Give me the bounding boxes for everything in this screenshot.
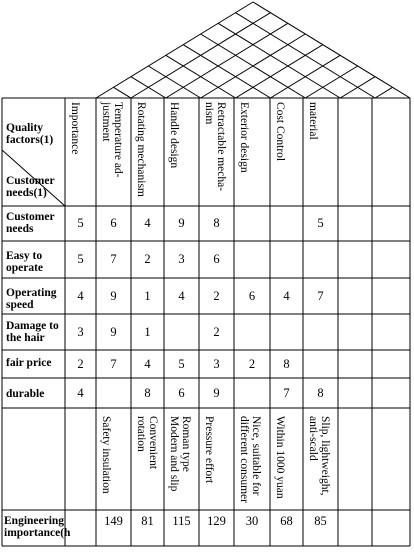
engineering-importance-value: 81 <box>141 514 154 528</box>
relationship-value: 6 <box>248 289 256 303</box>
customer-needs-corner-label: Customer needs(1) <box>6 175 55 199</box>
customer-needs-value: 4 <box>144 216 151 230</box>
target-value: Roman type Modern and slip <box>168 416 192 492</box>
relationship-value <box>96 378 131 408</box>
row-label-damage-to-hair: Damage to the hair <box>6 320 59 344</box>
roof-lattice-line <box>183 45 270 98</box>
engineering-importance-value: 149 <box>104 514 123 528</box>
relationship-value: 4 <box>77 386 84 400</box>
relationship-value <box>338 378 372 408</box>
relationship-value: 8 <box>144 386 151 400</box>
relationship-value: 4 <box>283 289 290 303</box>
relationship-value: 9 <box>110 325 117 339</box>
relationship-value: 1 <box>144 325 151 339</box>
relationship-value: 8 <box>283 357 290 371</box>
relationship-value <box>270 314 303 350</box>
engineering-importance-value <box>65 510 96 532</box>
relationship-value <box>338 350 372 378</box>
target-value: Within 1000 yuan <box>274 416 286 499</box>
relationship-value <box>372 350 410 378</box>
customer-needs-value <box>234 206 270 241</box>
customer-needs-value: 5 <box>77 216 84 230</box>
relationship-value <box>303 241 338 278</box>
roof-lattice-line <box>218 23 340 98</box>
row-label-easy-to-operate: Easy to operate <box>6 250 44 274</box>
relationship-value: 5 <box>178 357 185 371</box>
relationship-value <box>338 314 372 350</box>
customer-needs-value: 5 <box>317 216 324 230</box>
relationship-value: 7 <box>317 289 324 303</box>
relationship-value: 7 <box>110 252 117 266</box>
engineering-importance-value: 115 <box>172 514 191 528</box>
engineering-importance-value <box>372 510 410 532</box>
relationship-value: 9 <box>110 289 117 303</box>
column-header: Rotating mechanism <box>135 102 147 197</box>
relationship-value <box>338 241 372 278</box>
relationship-value: 9 <box>213 386 220 400</box>
relationship-value: 4 <box>77 289 84 303</box>
relationship-value: 2 <box>213 325 220 339</box>
relationship-value: 7 <box>110 357 117 371</box>
roof-lattice-line <box>166 23 288 98</box>
relationship-value: 7 <box>283 386 290 400</box>
roof-lattice-line <box>375 87 392 98</box>
row-label-fair-price: fair price <box>6 357 52 369</box>
quality-factors-label: Quality factors(1) <box>6 122 54 146</box>
row-label-operating-speed: Operating speed <box>6 287 57 311</box>
customer-needs-value: 9 <box>178 216 185 230</box>
customer-needs-row-label: Customer needs <box>6 211 55 235</box>
relationship-value <box>234 241 270 278</box>
relationship-value: 3 <box>178 252 185 266</box>
customer-needs-value: 6 <box>110 216 117 230</box>
relationship-value <box>164 314 199 350</box>
target-value: Pressure effort <box>203 416 215 484</box>
column-header: Cost Control <box>274 102 286 162</box>
relationship-value <box>372 241 410 278</box>
relationship-value <box>303 314 338 350</box>
customer-needs-value <box>372 206 410 241</box>
relationship-value: 5 <box>77 252 84 266</box>
engineering-importance-label: Engineering importance(h <box>4 515 71 539</box>
roof-edge-right <box>253 2 410 98</box>
roof-lattice-line <box>236 45 323 98</box>
customer-needs-value: 8 <box>213 216 220 230</box>
relationship-value: 1 <box>144 289 151 303</box>
engineering-importance-value: 129 <box>207 514 226 528</box>
relationship-value: 4 <box>144 357 151 371</box>
engineering-importance-value: 30 <box>245 514 259 528</box>
relationship-value <box>303 350 338 378</box>
engineering-importance-value <box>338 510 372 532</box>
row-label-durable: durable <box>6 388 45 400</box>
column-header: Retractable mecha-nism <box>203 102 227 192</box>
relationship-value: 2 <box>77 357 84 371</box>
relationship-value <box>372 378 410 408</box>
roof-edge-left <box>96 2 253 98</box>
column-header: Temperature ad-justment <box>100 102 124 178</box>
customer-needs-value <box>270 206 303 241</box>
relationship-value <box>234 314 270 350</box>
relationship-value <box>372 314 410 350</box>
column-header: material <box>307 102 319 140</box>
target-value: Safety insulation <box>100 416 112 494</box>
relationship-value: 4 <box>178 289 185 303</box>
relationship-value: 2 <box>144 252 151 266</box>
relationship-value: 6 <box>178 386 185 400</box>
relationship-value: 2 <box>248 357 256 371</box>
relationship-value: 2 <box>213 289 220 303</box>
relationship-value <box>372 278 410 314</box>
target-value: Convenient rotation <box>135 416 159 470</box>
column-header: Handle design <box>168 102 180 169</box>
target-value: Slip, lightweight, anti-scald <box>307 416 331 496</box>
relationship-value: 6 <box>213 252 220 266</box>
relationship-value: 8 <box>317 386 324 400</box>
engineering-importance-value: 68 <box>280 514 293 528</box>
relationship-value <box>270 241 303 278</box>
correlation-roof <box>96 2 410 98</box>
roof-lattice-line <box>113 87 130 98</box>
relationship-value: 3 <box>77 325 84 339</box>
relationship-value <box>234 378 270 408</box>
engineering-importance-value: 85 <box>314 514 327 528</box>
target-value: Nice, suitable for different consumer <box>238 416 262 503</box>
relationship-value: 3 <box>213 357 220 371</box>
customer-needs-value <box>338 206 372 241</box>
relationship-value <box>338 278 372 314</box>
column-header: Exterior design <box>238 102 250 173</box>
column-header: Importance <box>69 102 81 155</box>
